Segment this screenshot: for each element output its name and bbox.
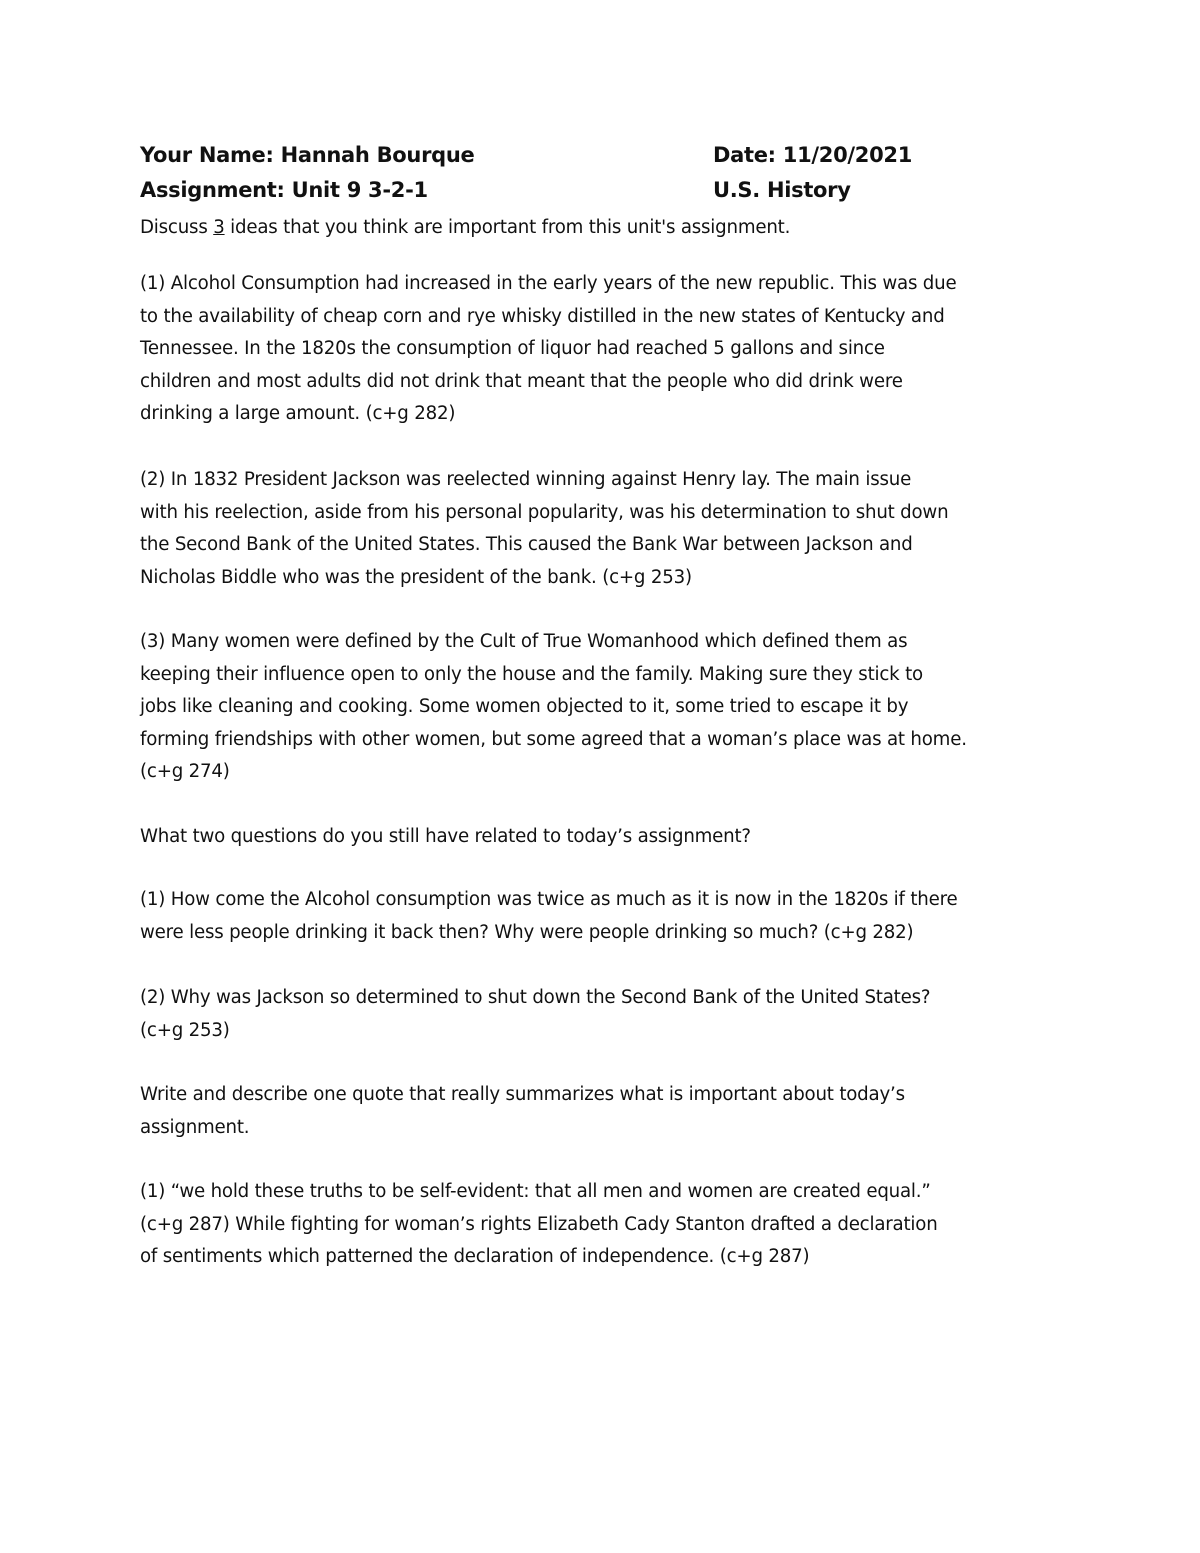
- idea-paragraph-2: [140, 464, 1060, 594]
- header-row-assignment-course: [140, 178, 1060, 212]
- paragraph-line: were less people drinking it back then? Why were people drinking so much? (c+g 282): [140, 921, 914, 943]
- paragraph-line: assignment.: [140, 1116, 250, 1138]
- paragraph-line: (2) In 1832 President Jackson was reelected winning against Henry lay. The main issue: [140, 469, 912, 490]
- paragraph-line: (1) Alcohol Consumption had increased in the early years of the new republic. This was due: [140, 273, 957, 294]
- paragraph-line: (1) “we hold these truths to be self-evident: that all men and women are created equal.”: [140, 1181, 931, 1202]
- paragraph-line: drinking a large amount. (c+g 282): [140, 403, 456, 424]
- paragraph-line: to the availability of cheap corn and rye whisky distilled in the new states of Kentucky and: [140, 305, 945, 327]
- paragraph-line: (2) Why was Jackson so determined to shut down the Second Bank of the United States?: [140, 987, 931, 1008]
- student-name: Your Name: Hannah Bourque: [140, 143, 475, 167]
- quote-paragraph: [140, 1176, 1060, 1274]
- paragraph-line: (c+g 287) While fighting for woman’s rights Elizabeth Cady Stanton drafted a declaration: [140, 1213, 938, 1235]
- assignment-title: Assignment: Unit 9 3-2-1: [140, 178, 428, 202]
- ideas-prompt: [140, 212, 1060, 245]
- paragraph-line: (1) How come the Alcohol consumption was twice as much as it is now in the 1820s if there: [140, 889, 958, 910]
- ideas-prompt-number: 3: [213, 217, 225, 238]
- questions-prompt: What two questions do you still have related to today’s assignment?: [140, 826, 751, 847]
- paragraph-line: Write and describe one quote that really summarizes what is important about today’s: [140, 1084, 905, 1105]
- quote-prompt: [140, 1079, 1060, 1144]
- paragraph-line: the Second Bank of the United States. This caused the Bank War between Jackson and: [140, 534, 913, 555]
- ideas-prompt-before: Discuss: [140, 217, 214, 238]
- idea-paragraph-1: [140, 268, 1060, 431]
- header-row-name-date: [140, 143, 1060, 177]
- paragraph-line: Tennessee. In the 1820s the consumption of liquor had reached 5 gallons and since: [140, 338, 885, 359]
- paragraph-line: (c+g 253): [140, 1019, 230, 1041]
- paragraph-line: Nicholas Biddle who was the president of the bank. (c+g 253): [140, 566, 692, 588]
- paragraph-line: forming friendships with other women, but some agreed that a woman’s place was at home.: [140, 728, 967, 750]
- course-name: U.S. History: [713, 178, 851, 202]
- paragraph-line: (3) Many women were defined by the Cult of True Womanhood which defined them as: [140, 631, 908, 652]
- paragraph-line: jobs like cleaning and cooking. Some women objected to it, some tried to escape it by: [140, 696, 909, 717]
- paragraph-line: children and most adults did not drink that meant that the people who did drink were: [140, 370, 903, 392]
- question-paragraph-1: [140, 884, 1060, 949]
- assignment-date: Date: 11/20/2021: [713, 143, 913, 167]
- paragraph-line: keeping their influence open to only the house and the family. Making sure they stick to: [140, 663, 923, 685]
- paragraph-line: (c+g 274): [140, 761, 230, 782]
- paragraph-line: of sentiments which patterned the declaration of independence. (c+g 287): [140, 1246, 810, 1267]
- ideas-prompt-after: ideas that you think are important from this unit's assignment.: [224, 217, 791, 238]
- paragraph-line: with his reelection, aside from his personal popularity, was his determination to shut down: [140, 501, 949, 523]
- idea-paragraph-3: [140, 626, 1060, 789]
- question-paragraph-2: [140, 982, 1060, 1047]
